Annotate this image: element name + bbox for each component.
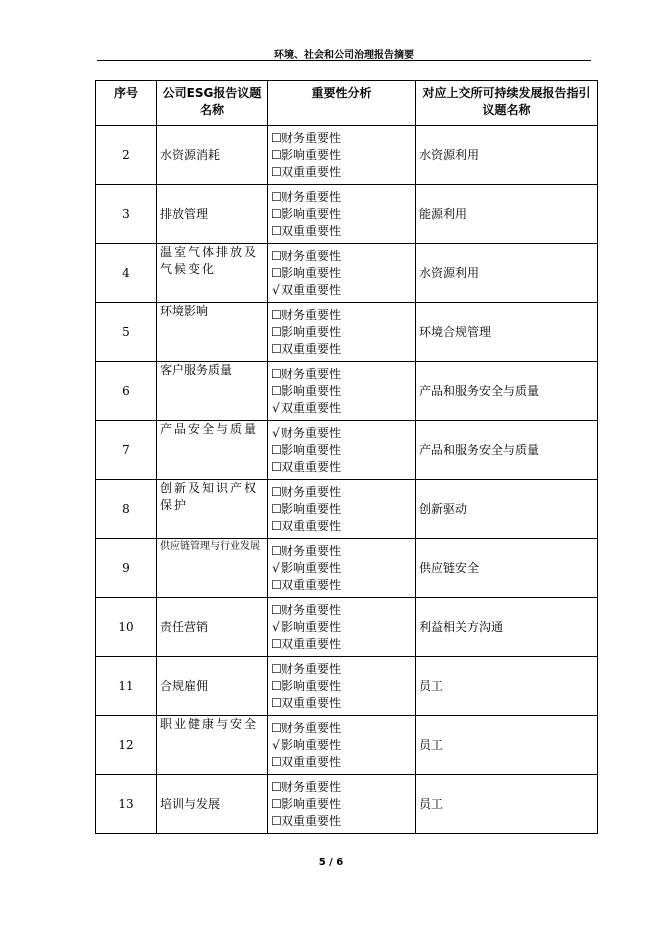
esg-topic-name: 客户服务质量 (157, 362, 268, 421)
materiality-options (268, 362, 416, 421)
materiality-option-label: 财务重要性 (281, 189, 342, 204)
page-header-title: 环境、社会和公司治理报告摘要 (274, 50, 414, 61)
empty-checkbox-icon: ☐ (271, 341, 282, 356)
materiality-option (271, 130, 412, 147)
table-row (96, 716, 598, 775)
col-header-topic: 公司ESG报告议题名称 (157, 81, 268, 126)
page-number: 5 / 6 (318, 857, 344, 868)
materiality-option (271, 695, 412, 712)
empty-checkbox-icon: ☐ (271, 779, 282, 794)
materiality-option (271, 543, 412, 560)
materiality-option-label: 财务重要性 (281, 779, 342, 794)
materiality-options (268, 421, 416, 480)
materiality-option-label: 影响重要性 (281, 206, 342, 221)
table-row (96, 126, 598, 185)
materiality-option-label: 双重重要性 (281, 459, 342, 474)
materiality-option (271, 189, 412, 206)
materiality-option-label: 影响重要性 (281, 501, 342, 516)
check-mark-icon: √ (272, 282, 280, 297)
empty-checkbox-icon: ☐ (271, 307, 282, 322)
empty-checkbox-icon: ☐ (271, 796, 282, 811)
row-number: 13 (96, 775, 157, 834)
materiality-option-label: 双重重要性 (281, 518, 342, 533)
empty-checkbox-icon: ☐ (271, 324, 282, 339)
materiality-option-label: 双重重要性 (281, 400, 342, 415)
check-mark-icon: √ (272, 425, 280, 440)
materiality-option (271, 282, 412, 299)
empty-checkbox-icon: ☐ (271, 383, 282, 398)
table-row (96, 775, 598, 834)
empty-checkbox-icon: ☐ (271, 543, 282, 558)
materiality-option (271, 400, 412, 417)
empty-checkbox-icon: ☐ (271, 602, 282, 617)
empty-checkbox-icon: ☐ (271, 695, 282, 710)
esg-topic-name: 创新及知识产权保护 (157, 480, 268, 539)
col-header-no: 序号 (96, 81, 157, 126)
materiality-option-label: 影响重要性 (281, 737, 342, 752)
table-row (96, 362, 598, 421)
table-row (96, 480, 598, 539)
esg-topic-name: 产品安全与质量 (157, 421, 268, 480)
materiality-option-label: 影响重要性 (281, 265, 342, 280)
empty-checkbox-icon: ☐ (271, 501, 282, 516)
materiality-option (271, 442, 412, 459)
col-header-materiality: 重要性分析 (268, 81, 416, 126)
materiality-option-label: 双重重要性 (281, 695, 342, 710)
esg-topic-name: 供应链管理与行业发展 (157, 539, 268, 598)
esg-topic-table (95, 80, 598, 834)
materiality-option (271, 366, 412, 383)
materiality-options (268, 775, 416, 834)
materiality-option-label: 影响重要性 (281, 383, 342, 398)
materiality-option (271, 223, 412, 240)
sse-topic-name: 员工 (416, 716, 598, 775)
empty-checkbox-icon: ☐ (271, 518, 282, 533)
materiality-option (271, 737, 412, 754)
row-number: 6 (96, 362, 157, 421)
materiality-option (271, 813, 412, 830)
materiality-option-label: 双重重要性 (281, 636, 342, 651)
row-number: 2 (96, 126, 157, 185)
row-number: 3 (96, 185, 157, 244)
row-number: 5 (96, 303, 157, 362)
materiality-option-label: 财务重要性 (281, 130, 342, 145)
empty-checkbox-icon: ☐ (271, 720, 282, 735)
materiality-option (271, 602, 412, 619)
empty-checkbox-icon: ☐ (271, 459, 282, 474)
sse-topic-name: 产品和服务安全与质量 (416, 421, 598, 480)
materiality-option-label: 双重重要性 (281, 223, 342, 238)
table-row (96, 657, 598, 716)
row-number: 12 (96, 716, 157, 775)
col-header-sse-topic: 对应上交所可持续发展报告指引议题名称 (416, 81, 598, 126)
materiality-option-label: 财务重要性 (281, 720, 342, 735)
materiality-option-label: 双重重要性 (281, 754, 342, 769)
materiality-option-label: 影响重要性 (281, 147, 342, 162)
materiality-option-label: 双重重要性 (281, 341, 342, 356)
materiality-option-label: 财务重要性 (281, 484, 342, 499)
check-mark-icon: √ (272, 619, 280, 634)
empty-checkbox-icon: ☐ (271, 265, 282, 280)
materiality-option (271, 265, 412, 282)
empty-checkbox-icon: ☐ (271, 678, 282, 693)
empty-checkbox-icon: ☐ (271, 754, 282, 769)
materiality-option-label: 财务重要性 (281, 425, 342, 440)
materiality-options (268, 539, 416, 598)
check-mark-icon: √ (272, 400, 280, 415)
sse-topic-name: 能源利用 (416, 185, 598, 244)
materiality-option-label: 双重重要性 (281, 282, 342, 297)
materiality-option (271, 383, 412, 400)
materiality-option (271, 501, 412, 518)
empty-checkbox-icon: ☐ (271, 130, 282, 145)
table-row (96, 539, 598, 598)
row-number: 7 (96, 421, 157, 480)
materiality-option (271, 206, 412, 223)
materiality-option (271, 518, 412, 535)
materiality-option (271, 164, 412, 181)
table-row (96, 598, 598, 657)
materiality-option (271, 661, 412, 678)
esg-topic-name: 温室气体排放及气候变化 (157, 244, 268, 303)
materiality-option (271, 307, 412, 324)
table-row (96, 185, 598, 244)
materiality-options (268, 303, 416, 362)
materiality-option (271, 678, 412, 695)
materiality-option (271, 484, 412, 501)
materiality-option-label: 财务重要性 (281, 661, 342, 676)
materiality-option-label: 双重重要性 (281, 577, 342, 592)
sse-topic-name: 员工 (416, 657, 598, 716)
row-number: 8 (96, 480, 157, 539)
empty-checkbox-icon: ☐ (271, 636, 282, 651)
materiality-option (271, 147, 412, 164)
materiality-option-label: 影响重要性 (281, 560, 342, 575)
materiality-option (271, 560, 412, 577)
materiality-option (271, 425, 412, 442)
check-mark-icon: √ (272, 737, 280, 752)
empty-checkbox-icon: ☐ (271, 661, 282, 676)
materiality-options (268, 126, 416, 185)
sse-topic-name: 创新驱动 (416, 480, 598, 539)
sse-topic-name: 利益相关方沟通 (416, 598, 598, 657)
sse-topic-name: 员工 (416, 775, 598, 834)
materiality-option (271, 779, 412, 796)
empty-checkbox-icon: ☐ (271, 577, 282, 592)
empty-checkbox-icon: ☐ (271, 164, 282, 179)
esg-topic-name: 水资源消耗 (157, 126, 268, 185)
table-body (96, 126, 598, 834)
materiality-option (271, 720, 412, 737)
sse-topic-name: 水资源利用 (416, 126, 598, 185)
empty-checkbox-icon: ☐ (271, 366, 282, 381)
materiality-option (271, 459, 412, 476)
empty-checkbox-icon: ☐ (271, 248, 282, 263)
check-mark-icon: √ (272, 560, 280, 575)
materiality-option (271, 248, 412, 265)
materiality-option (271, 577, 412, 594)
materiality-option-label: 财务重要性 (281, 543, 342, 558)
materiality-option-label: 影响重要性 (281, 796, 342, 811)
empty-checkbox-icon: ☐ (271, 147, 282, 162)
empty-checkbox-icon: ☐ (271, 442, 282, 457)
materiality-option (271, 619, 412, 636)
empty-checkbox-icon: ☐ (271, 813, 282, 828)
materiality-options (268, 244, 416, 303)
esg-topic-name: 环境影响 (157, 303, 268, 362)
table-header-row (96, 81, 598, 126)
materiality-options (268, 657, 416, 716)
row-number: 11 (96, 657, 157, 716)
esg-topic-name: 培训与发展 (157, 775, 268, 834)
esg-topic-name: 职业健康与安全 (157, 716, 268, 775)
materiality-options (268, 716, 416, 775)
materiality-option-label: 影响重要性 (281, 324, 342, 339)
materiality-option-label: 财务重要性 (281, 366, 342, 381)
table-row (96, 421, 598, 480)
sse-topic-name: 产品和服务安全与质量 (416, 362, 598, 421)
materiality-option-label: 财务重要性 (281, 602, 342, 617)
materiality-option (271, 341, 412, 358)
materiality-option-label: 影响重要性 (281, 678, 342, 693)
materiality-option-label: 双重重要性 (281, 813, 342, 828)
materiality-option-label: 财务重要性 (281, 307, 342, 322)
materiality-option-label: 双重重要性 (281, 164, 342, 179)
header-divider (97, 60, 591, 61)
materiality-option-label: 影响重要性 (281, 442, 342, 457)
table-row (96, 303, 598, 362)
row-number: 4 (96, 244, 157, 303)
table-row (96, 244, 598, 303)
materiality-options (268, 185, 416, 244)
materiality-option (271, 324, 412, 341)
esg-topic-name: 排放管理 (157, 185, 268, 244)
empty-checkbox-icon: ☐ (271, 189, 282, 204)
materiality-options (268, 480, 416, 539)
esg-topic-name: 合规雇佣 (157, 657, 268, 716)
materiality-options (268, 598, 416, 657)
row-number: 10 (96, 598, 157, 657)
sse-topic-name: 供应链安全 (416, 539, 598, 598)
empty-checkbox-icon: ☐ (271, 484, 282, 499)
materiality-option-label: 影响重要性 (281, 619, 342, 634)
sse-topic-name: 水资源利用 (416, 244, 598, 303)
empty-checkbox-icon: ☐ (271, 206, 282, 221)
sse-topic-name: 环境合规管理 (416, 303, 598, 362)
esg-topic-name: 责任营销 (157, 598, 268, 657)
empty-checkbox-icon: ☐ (271, 223, 282, 238)
materiality-option (271, 754, 412, 771)
row-number: 9 (96, 539, 157, 598)
materiality-option-label: 财务重要性 (281, 248, 342, 263)
materiality-option (271, 796, 412, 813)
materiality-option (271, 636, 412, 653)
